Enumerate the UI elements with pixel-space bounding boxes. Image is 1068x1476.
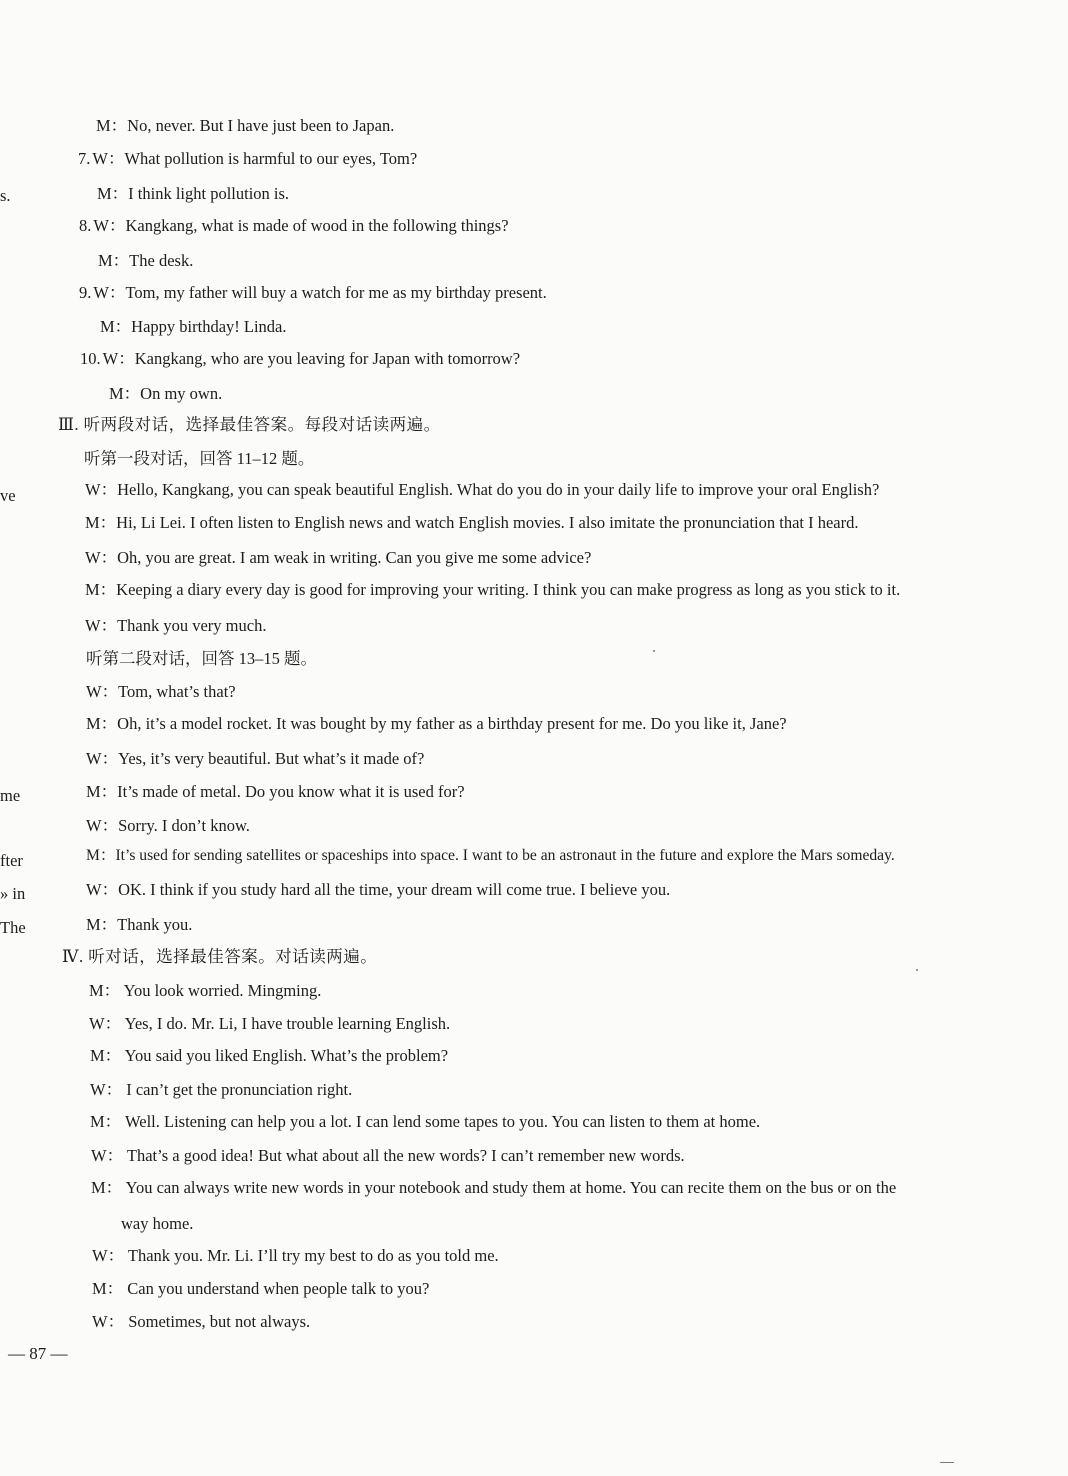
part-label: 听第二段对话，回答 13–15 题。	[86, 649, 317, 668]
edge-fragment: » in	[0, 884, 26, 903]
dialog-line: W： That’s a good idea! But what about all the new words? I can’t remember new words.	[91, 1146, 685, 1165]
section-heading: Ⅲ. 听两段对话，选择最佳答案。每段对话读两遍。	[58, 415, 441, 434]
question-number: 7.	[78, 149, 91, 168]
edge-fragment: s.	[0, 186, 11, 205]
edge-fragment: The	[0, 918, 26, 937]
part-label: 听第一段对话，回答 11–12 题。	[84, 449, 315, 468]
question-number: 9.	[79, 283, 92, 302]
section-heading: Ⅳ. 听对话，选择最佳答案。对话读两遍。	[62, 947, 378, 966]
dialog-line: M： Well. Listening can help you a lot. I can lend some tapes to you. You can listen to them at home.	[90, 1112, 761, 1131]
edge-fragment: fter	[0, 851, 23, 870]
dialog-line: M： You can always write new words in your notebook and study them at home. You can recite them on the bus or on the	[91, 1178, 897, 1197]
dialog-line: W：Oh, you are great. I am weak in writing. Can you give me some advice?	[85, 548, 592, 567]
question-number: 8.	[79, 216, 92, 235]
dialog-line: 9. W：Tom, my father will buy a watch for me as my birthday present.	[79, 283, 547, 302]
scan-speck	[940, 1462, 954, 1463]
scan-speck	[916, 969, 918, 971]
dialog-line: M：Happy birthday! Linda.	[100, 317, 287, 336]
dialog-line: 10. W：Kangkang, who are you leaving for Japan with tomorrow?	[80, 349, 521, 368]
page-number: — 87 —	[8, 1344, 68, 1363]
dialog-line: W： I can’t get the pronunciation right.	[90, 1080, 353, 1099]
dialog-line: W：OK. I think if you study hard all the time, your dream will come true. I believe you.	[86, 880, 671, 899]
dialog-line: M： You said you liked English. What’s the problem?	[90, 1046, 449, 1065]
dialog-line: M： You look worried. Mingming.	[89, 981, 322, 1000]
dialog-line: M：Hi, Li Lei. I often listen to English news and watch English movies. I also imitate the pronunciation that I heard.	[85, 513, 859, 532]
dialog-line: M：Keeping a diary every day is good for improving your writing. I think you can make progress as long as you stick to it.	[85, 580, 901, 599]
edge-fragment: me	[0, 786, 21, 805]
dialog-line: M： Can you understand when people talk to you?	[92, 1279, 430, 1298]
dialog-line: W：Tom, what’s that?	[86, 682, 236, 701]
dialog-line: M：I think light pollution is.	[97, 184, 290, 203]
edge-fragment: ve	[0, 486, 16, 505]
dialog-line: W：Sorry. I don’t know.	[86, 816, 250, 835]
question-number: 10.	[80, 349, 101, 368]
dialog-line: way home.	[121, 1214, 194, 1233]
dialog-line: M：On my own.	[109, 384, 223, 403]
dialog-line: M：Thank you.	[86, 915, 193, 934]
dialog-line: 7. W：What pollution is harmful to our eyes, Tom?	[78, 149, 418, 168]
dialog-line: W： Yes, I do. Mr. Li, I have trouble learning English.	[89, 1014, 451, 1033]
dialog-line: W： Sometimes, but not always.	[92, 1312, 311, 1331]
dialog-line: W：Thank you very much.	[85, 616, 267, 635]
dialog-line: W：Yes, it’s very beautiful. But what’s it made of?	[86, 749, 425, 768]
dialog-line: M：Oh, it’s a model rocket. It was bought by my father as a birthday present for me. Do you like it, Jane?	[86, 714, 787, 733]
dialog-line: W：Hello, Kangkang, you can speak beautiful English. What do you do in your daily life to improve your oral English?	[85, 480, 880, 499]
dialog-line: 8. W：Kangkang, what is made of wood in the following things?	[79, 216, 509, 235]
dialog-line: M：It’s made of metal. Do you know what it is used for?	[86, 782, 465, 801]
dialog-line: W： Thank you. Mr. Li. I’ll try my best to do as you told me.	[92, 1246, 499, 1265]
dialog-line: M：It’s used for sending satellites or spaceships into space. I want to be an astronaut in the future and explore the Mars someday.	[86, 847, 895, 864]
scan-speck	[653, 650, 655, 652]
dialog-line: M：No, never. But I have just been to Japan.	[96, 116, 395, 135]
dialog-line: M：The desk.	[98, 251, 194, 270]
